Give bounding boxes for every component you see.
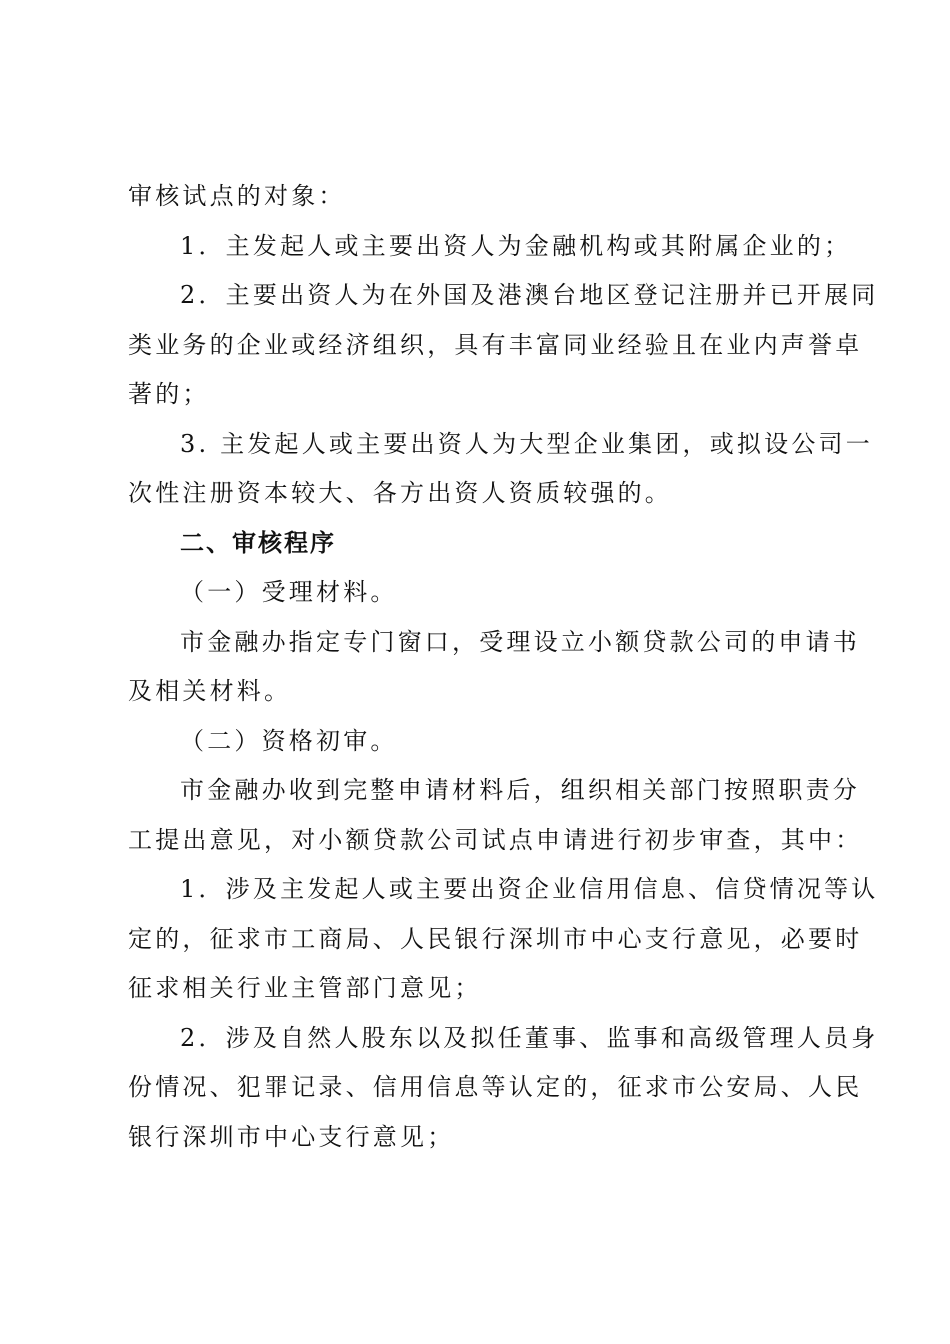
list-item-2-continuation: 著的； <box>128 380 210 408</box>
list-item-2-line: 2．涉及自然人股东以及拟任董事、监事和高级管理人员身 <box>180 1023 879 1052</box>
paragraph-continuation: 及相关材料。 <box>128 677 292 705</box>
paragraph-line: 审核试点的对象： <box>128 182 346 210</box>
list-item-2-line: 2．主要出资人为在外国及港澳台地区登记注册并已开展同 <box>180 281 879 309</box>
list-item-1-continuation: 征求相关行业主管部门意见； <box>128 974 482 1002</box>
subsection-heading-1: （一）受理材料。 <box>180 578 398 606</box>
list-item-2-continuation: 份情况、犯罪记录、信用信息等认定的，征求市公安局、人民 <box>128 1073 863 1101</box>
document-body <box>128 172 879 1162</box>
list-item-3-line: 3. 主发起人或主要出资人为大型企业集团，或拟设公司一 <box>180 429 873 458</box>
list-item-3-continuation: 次性注册资本较大、各方出资人资质较强的。 <box>128 479 672 507</box>
paragraph-continuation: 工提出意见，对小额贷款公司试点申请进行初步审查，其中： <box>128 825 863 854</box>
list-item-1-line: 1．主发起人或主要出资人为金融机构或其附属企业的； <box>180 231 852 260</box>
list-item-2-continuation: 类业务的企业或经济组织，具有丰富同业经验且在业内声誉卓 <box>128 330 863 359</box>
list-item-1-continuation: 定的，征求市工商局、人民银行深圳市中心支行意见，必要时 <box>128 924 863 953</box>
paragraph-line: 市金融办指定专门窗口，受理设立小额贷款公司的申请书 <box>180 627 860 656</box>
list-item-2-continuation: 银行深圳市中心支行意见； <box>128 1122 455 1151</box>
section-heading: 二、审核程序 <box>180 528 336 557</box>
list-item-1-line: 1．涉及主发起人或主要出资企业信用信息、信贷情况等认 <box>180 875 879 903</box>
subsection-heading-2: （二）资格初审。 <box>180 726 398 755</box>
paragraph-line: 市金融办收到完整申请材料后，组织相关部门按照职责分 <box>180 776 860 804</box>
